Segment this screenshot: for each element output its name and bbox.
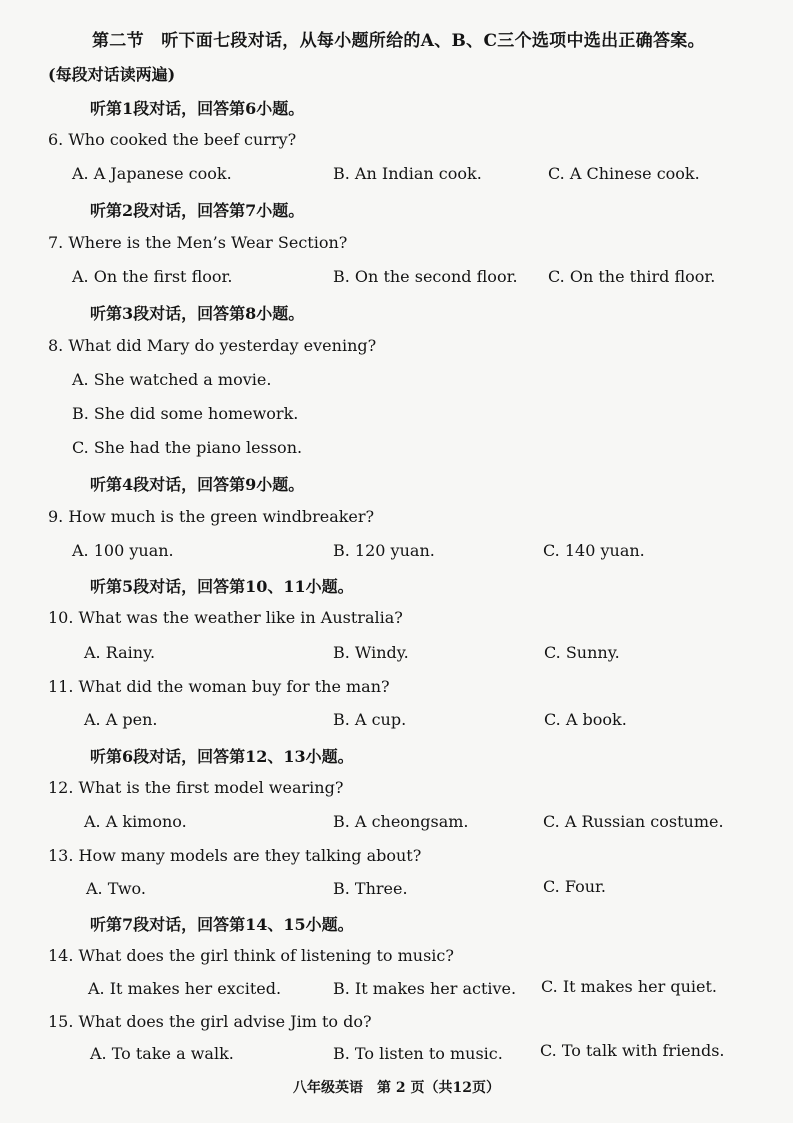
option-a: A. Rainy. bbox=[84, 643, 156, 662]
option-a: A. A Japanese cook. bbox=[72, 164, 232, 183]
option-a: A. 100 yuan. bbox=[72, 541, 174, 560]
option-c: C. On the third floor. bbox=[548, 267, 716, 286]
question: 9. How much is the green windbreaker? bbox=[48, 507, 375, 526]
question: 6. Who cooked the beef curry? bbox=[48, 130, 297, 149]
option-b: B. An Indian cook. bbox=[333, 164, 482, 183]
option-b: B. On the second floor. bbox=[333, 267, 518, 286]
dialogue-intro: 听第1段对话，回答第6小题。 bbox=[90, 99, 305, 118]
option-a: A. A pen. bbox=[84, 710, 158, 729]
dialogue-intro: 听第5段对话，回答第10、11小题。 bbox=[90, 577, 354, 596]
option-b: B. Windy. bbox=[333, 643, 409, 662]
option-c: C. It makes her quiet. bbox=[541, 977, 718, 996]
question: 7. Where is the Men’s Wear Section? bbox=[48, 233, 348, 252]
option-a: A. To take a walk. bbox=[90, 1044, 234, 1063]
question: 10. What was the weather like in Australia? bbox=[48, 608, 403, 627]
dialogue-intro: 听第2段对话，回答第7小题。 bbox=[90, 201, 305, 220]
option-a: A. Two. bbox=[86, 879, 146, 898]
section-note: (每段对话读两遍) bbox=[48, 65, 176, 84]
page-footer: 八年级英语 第 2 页（共12页） bbox=[293, 1080, 500, 1096]
option-a: A. On the first floor. bbox=[72, 267, 233, 286]
dialogue-intro: 听第7段对话，回答第14、15小题。 bbox=[90, 915, 354, 934]
option-c: C. To talk with friends. bbox=[540, 1041, 725, 1060]
option-c: C. 140 yuan. bbox=[543, 541, 645, 560]
option-c: C. A book. bbox=[544, 710, 627, 729]
question: 15. What does the girl advise Jim to do? bbox=[48, 1012, 372, 1031]
option-b: B. 120 yuan. bbox=[333, 541, 435, 560]
question: 14. What does the girl think of listening to music? bbox=[48, 946, 454, 965]
option-b: B. A cup. bbox=[333, 710, 407, 729]
option-b: B. She did some homework. bbox=[72, 404, 299, 423]
option-a: A. A kimono. bbox=[84, 812, 187, 831]
question: 13. How many models are they talking about? bbox=[48, 846, 422, 865]
question: 11. What did the woman buy for the man? bbox=[48, 677, 390, 696]
option-c: C. She had the piano lesson. bbox=[72, 438, 303, 457]
option-b: B. To listen to music. bbox=[333, 1044, 503, 1063]
option-b: B. Three. bbox=[333, 879, 408, 898]
option-c: C. A Russian costume. bbox=[543, 812, 724, 831]
option-a: A. It makes her excited. bbox=[88, 979, 282, 998]
dialogue-intro: 听第6段对话，回答第12、13小题。 bbox=[90, 747, 354, 766]
option-c: C. Sunny. bbox=[544, 643, 620, 662]
option-b: B. A cheongsam. bbox=[333, 812, 469, 831]
dialogue-intro: 听第4段对话，回答第9小题。 bbox=[90, 475, 305, 494]
question: 12. What is the first model wearing? bbox=[48, 778, 344, 797]
section-title: 第二节 听下面七段对话，从每小题所给的A、B、C三个选项中选出正确答案。 bbox=[92, 31, 705, 51]
question: 8. What did Mary do yesterday evening? bbox=[48, 336, 377, 355]
dialogue-intro: 听第3段对话，回答第8小题。 bbox=[90, 304, 305, 323]
option-b: B. It makes her active. bbox=[333, 979, 517, 998]
option-c: C. A Chinese cook. bbox=[548, 164, 700, 183]
option-c: C. Four. bbox=[543, 877, 606, 896]
option-a: A. She watched a movie. bbox=[72, 370, 272, 389]
